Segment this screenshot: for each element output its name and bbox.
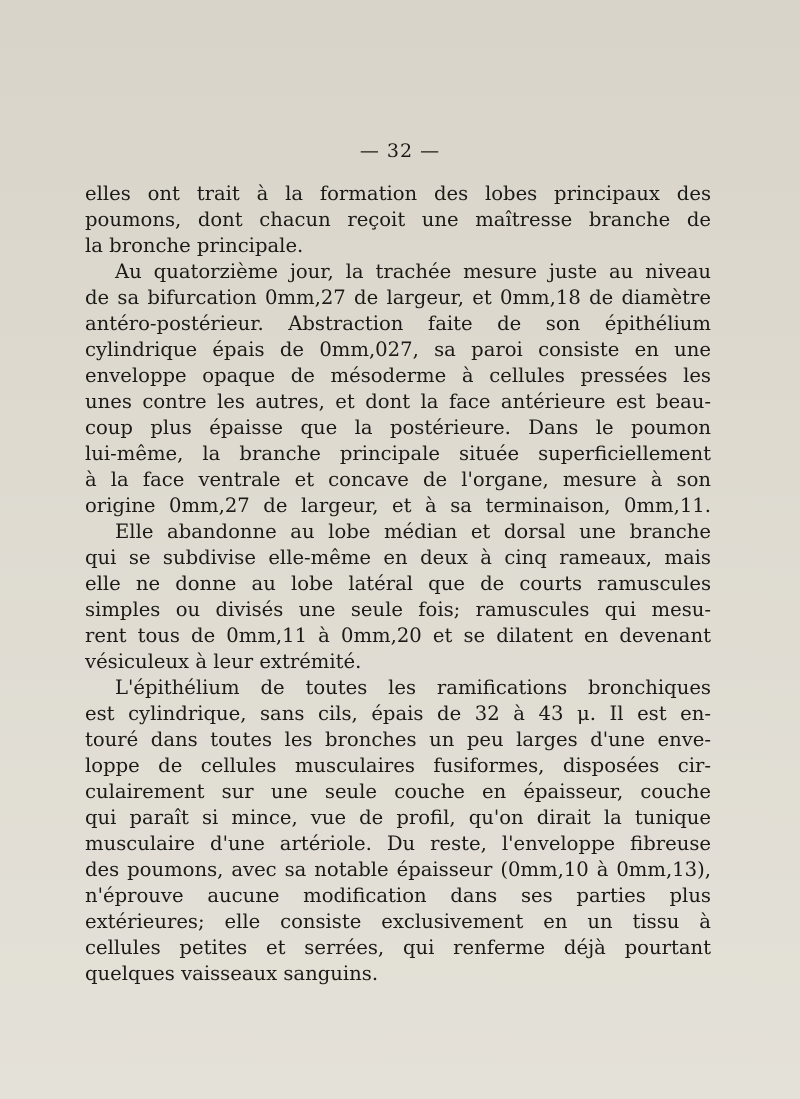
text-line: simples ou divisés une seule fois; ramuscules qui mesu- <box>85 598 711 621</box>
text-line: la bronche principale. <box>85 234 304 257</box>
text-line: cellules petites et serrées, qui renferme déjà pourtant <box>85 936 711 959</box>
text-line: des poumons, avec sa notable épaisseur (0mm,10 à 0mm,13), <box>85 858 711 881</box>
text-line: coup plus épaisse que la postérieure. Dans le poumon <box>85 416 711 439</box>
text-line: musculaire d'une artériole. Du reste, l'enveloppe fibreuse <box>85 832 711 855</box>
body-text <box>85 181 711 987</box>
text-line: origine 0mm,27 de largeur, et à sa terminaison, 0mm,11. <box>85 494 711 517</box>
text-line: de sa bifurcation 0mm,27 de largeur, et 0mm,18 de diamètre <box>85 286 711 309</box>
text-line: Au quatorzième jour, la trachée mesure juste au niveau <box>115 260 711 283</box>
text-line: poumons, dont chacun reçoit une maîtresse branche de <box>85 208 711 231</box>
text-line: cylindrique épais de 0mm,027, sa paroi consiste en une <box>85 338 711 361</box>
text-line: culairement sur une seule couche en épaisseur, couche <box>85 780 711 803</box>
text-line: est cylindrique, sans cils, épais de 32 à 43 μ. Il est en- <box>85 702 711 725</box>
text-line: qui se subdivise elle-même en deux à cinq rameaux, mais <box>85 546 711 569</box>
text-line: rent tous de 0mm,11 à 0mm,20 et se dilatent en devenant <box>85 624 711 647</box>
text-line: vésiculeux à leur extrémité. <box>85 650 362 673</box>
paragraph <box>85 675 711 987</box>
text-line: enveloppe opaque de mésoderme à cellules pressées les <box>85 364 711 387</box>
text-line: loppe de cellules musculaires fusiformes, disposées cir- <box>85 754 711 777</box>
text-line: touré dans toutes les bronches un peu larges d'une enve- <box>85 728 711 751</box>
text-line: unes contre les autres, et dont la face antérieure est beau- <box>85 390 711 413</box>
text-line: elle ne donne au lobe latéral que de courts ramuscules <box>85 572 711 595</box>
text-line: quelques vaisseaux sanguins. <box>85 962 379 985</box>
paragraph <box>85 181 711 259</box>
text-line: qui paraît si mince, vue de profil, qu'on dirait la tunique <box>85 806 711 829</box>
text-line: Elle abandonne au lobe médian et dorsal une branche <box>115 520 711 543</box>
text-line: elles ont trait à la formation des lobes principaux des <box>85 182 711 205</box>
paragraph <box>85 519 711 675</box>
text-line: L'épithélium de toutes les ramifications bronchiques <box>115 676 711 699</box>
paragraph <box>85 259 711 519</box>
text-line: à la face ventrale et concave de l'organe, mesure à son <box>85 468 711 491</box>
text-line: antéro-postérieur. Abstraction faite de son épithélium <box>85 312 711 335</box>
text-line: n'éprouve aucune modification dans ses parties plus <box>85 884 711 907</box>
text-line: extérieures; elle consiste exclusivement en un tissu à <box>85 910 711 933</box>
text-line: lui-même, la branche principale située superficiellement <box>85 442 711 465</box>
page-number: — 32 — <box>359 140 441 162</box>
